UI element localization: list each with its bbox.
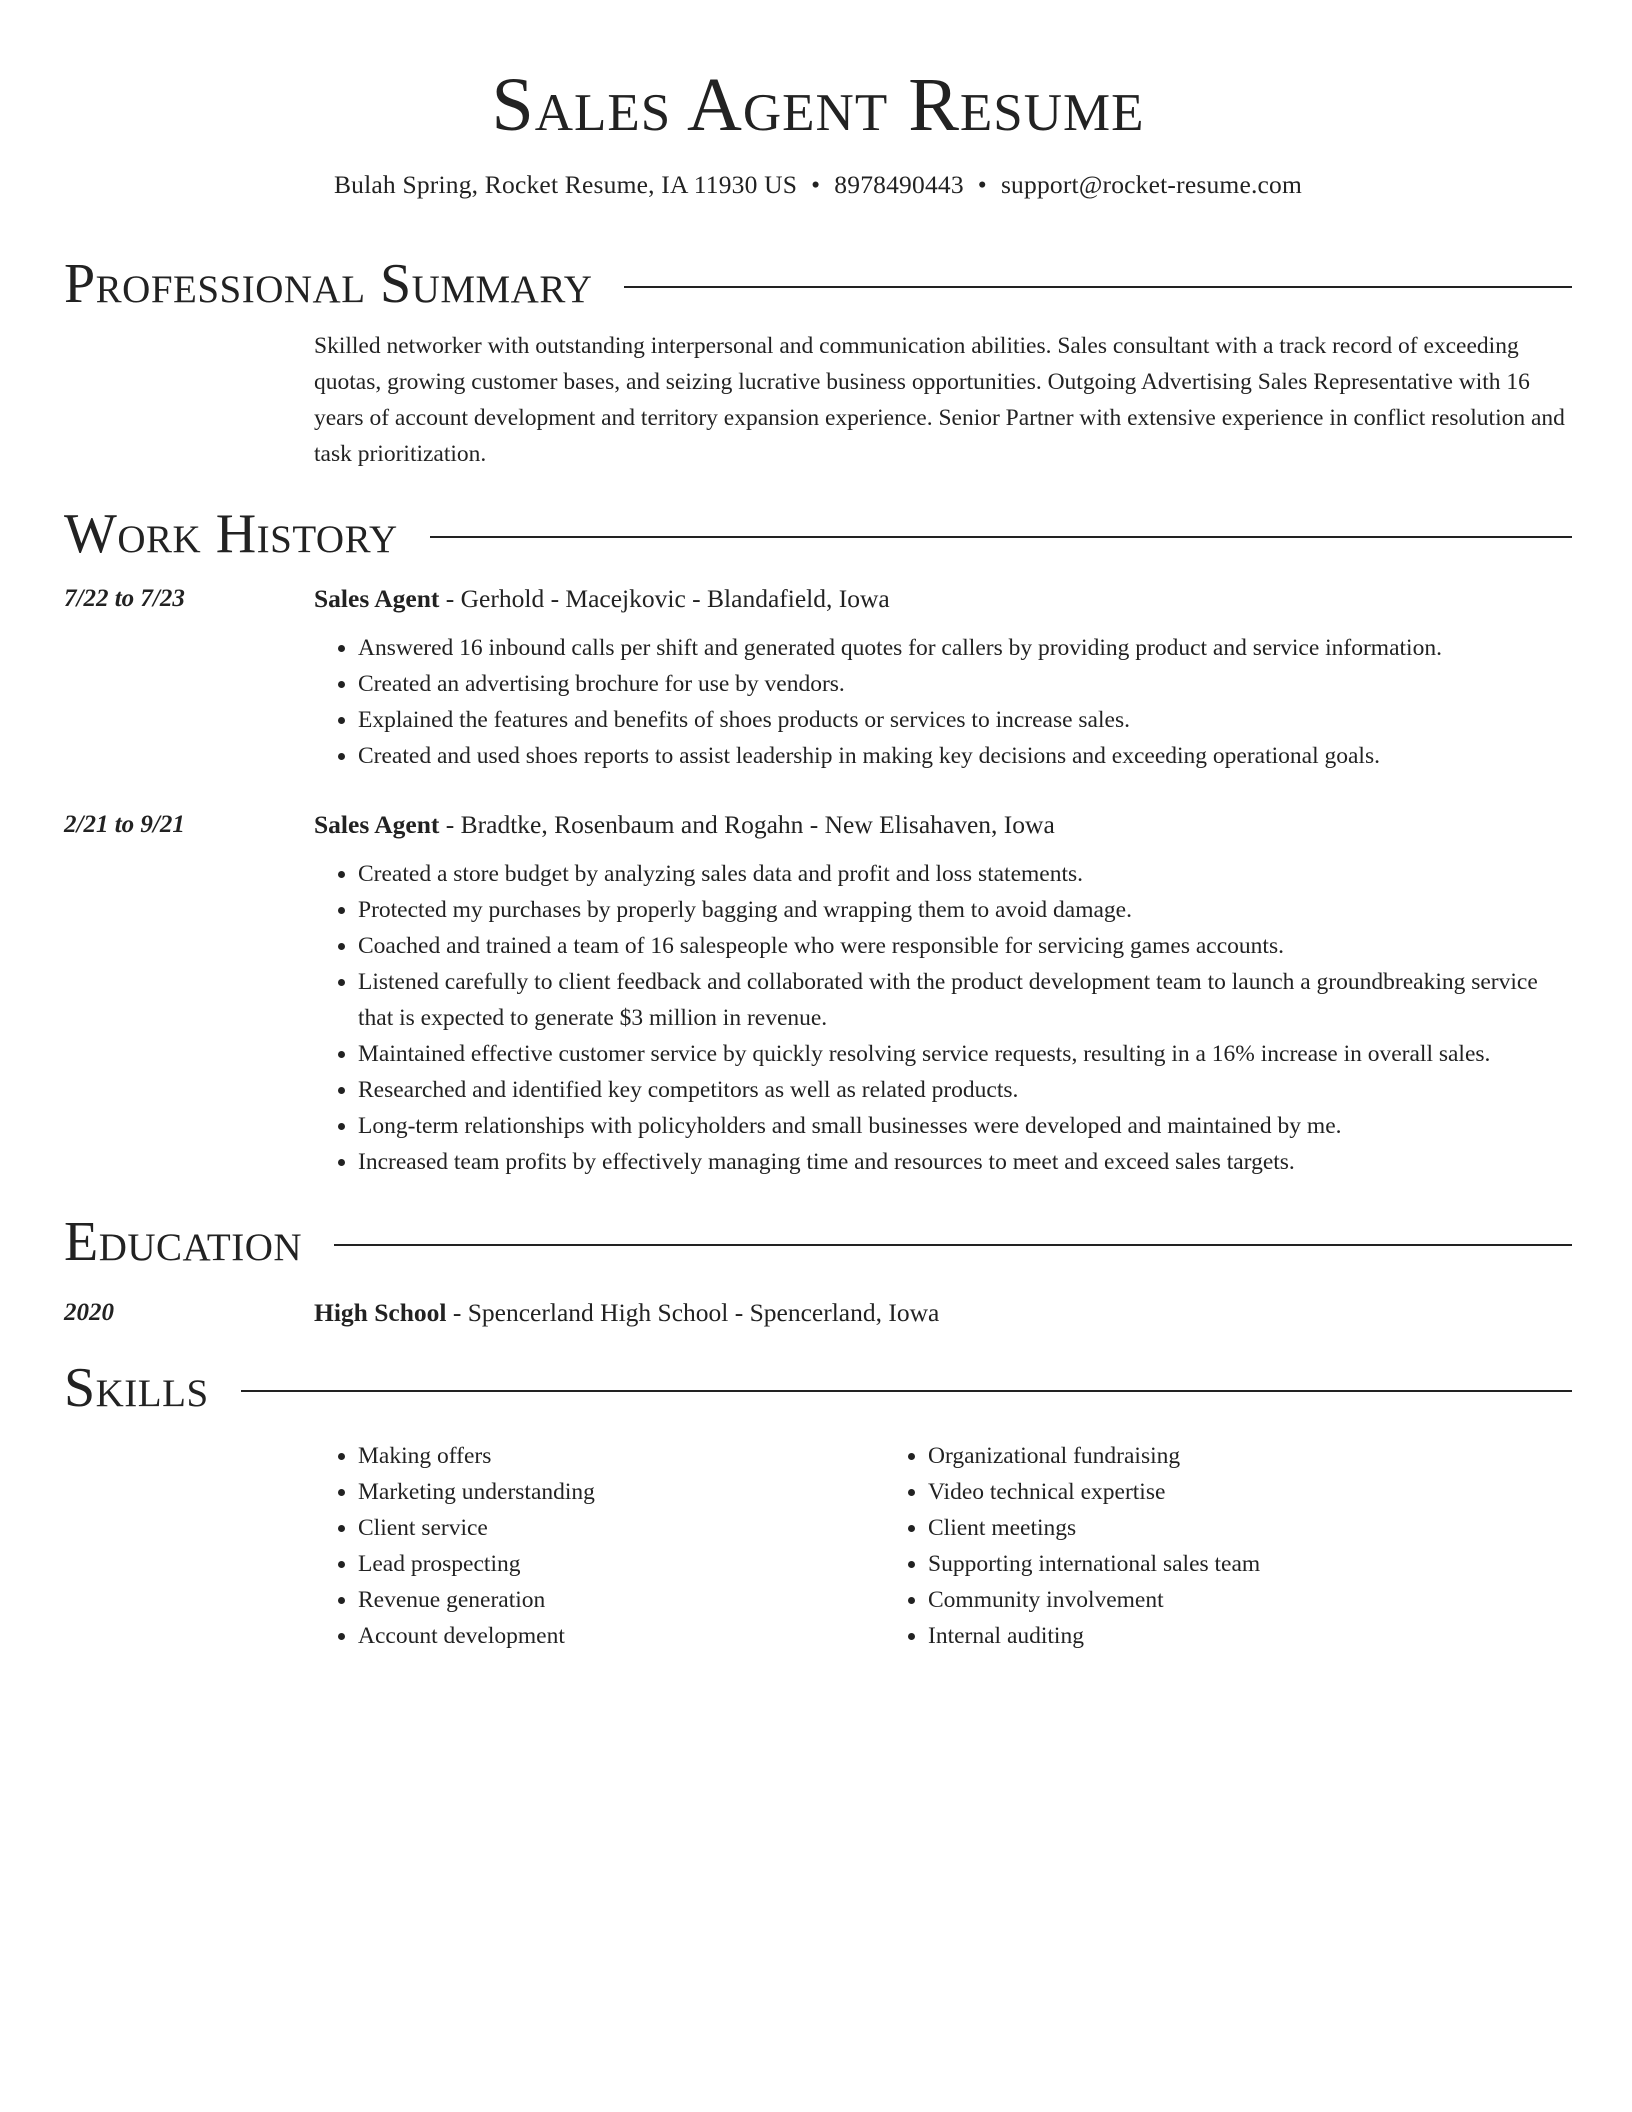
resume-page: [64, 0, 1572, 1654]
education-entry: [64, 1296, 1572, 1330]
job-heading: [314, 582, 1572, 616]
skill-item: • Lead prospecting: [358, 1546, 884, 1582]
section-header-summary: [64, 252, 1572, 316]
skill-item: • Supporting international sales team: [928, 1546, 1454, 1582]
job-bullet: • Created a store budget by analyzing sales data and profit and loss statements.: [358, 856, 1572, 892]
job-dates: 7/22 to 7/23: [64, 585, 185, 612]
skills-column-left: [314, 1438, 884, 1654]
section-header-skills: [64, 1356, 1572, 1420]
job-body: [314, 582, 1572, 774]
email-address: support@rocket-resume.com: [1000, 170, 1303, 199]
skill-item: • Video technical expertise: [928, 1474, 1454, 1510]
skill-item: • Organizational fundraising: [928, 1438, 1454, 1474]
skill-item: • Client meetings: [928, 1510, 1454, 1546]
skill-item: • Making offers: [358, 1438, 884, 1474]
education-details: - Spencerland High School - Spencerland, Iowa: [446, 1298, 940, 1327]
skill-item: • Marketing understanding: [358, 1474, 884, 1510]
job-bullet: • Long-term relationships with policyholders and small businesses were developed and maintained by me.: [358, 1108, 1572, 1144]
job-bullet: • Maintained effective customer service by quickly resolving service requests, resulting in a 16% increase in overall sales.: [358, 1036, 1572, 1072]
education-degree: High School: [314, 1298, 447, 1327]
section-title-work-history: Work History: [64, 503, 398, 565]
job-bullet: • Explained the features and benefits of shoes products or services to increase sales.: [358, 702, 1572, 738]
job-bullet: • Created an advertising brochure for use by vendors.: [358, 666, 1572, 702]
job-bullet: • Increased team profits by effectively managing time and resources to meet and exceed sales targets.: [358, 1144, 1572, 1180]
skill-item: • Client service: [358, 1510, 884, 1546]
education-heading: [314, 1296, 939, 1330]
job-body: [314, 808, 1572, 1180]
job-bullet: • Answered 16 inbound calls per shift and generated quotes for callers by providing product and service information.: [358, 630, 1572, 666]
job-bullet: • Protected my purchases by properly bagging and wrapping them to avoid damage.: [358, 892, 1572, 928]
job-entry: [64, 808, 1572, 1180]
job-details: - Gerhold - Macejkovic - Blandafield, Iowa: [439, 584, 890, 613]
job-title: Sales Agent: [314, 584, 440, 613]
section-title-education: Education: [64, 1211, 303, 1273]
job-bullet: • Created and used shoes reports to assist leadership in making key decisions and exceeding operational goals.: [358, 738, 1572, 774]
job-bullet-list: [314, 856, 1572, 1180]
skill-item: • Account development: [358, 1618, 884, 1654]
section-header-work-history: [64, 502, 1572, 566]
section-title-skills: Skills: [64, 1357, 209, 1419]
job-bullet: • Listened carefully to client feedback and collaborated with the product development team to launch a groundbreaking service that is expected to generate $3 million in revenue.: [358, 964, 1572, 1036]
skills-column-right: [884, 1438, 1454, 1654]
job-details: - Bradtke, Rosenbaum and Rogahn - New Elisahaven, Iowa: [439, 810, 1055, 839]
section-divider: [241, 1390, 1572, 1392]
separator-dot: •: [811, 170, 821, 199]
job-heading: [314, 808, 1572, 842]
section-title-summary: Professional Summary: [64, 253, 593, 315]
resume-title: Sales Agent Resume: [491, 63, 1145, 147]
education-year: 2020: [64, 1299, 114, 1326]
summary-text: Skilled networker with outstanding interpersonal and communication abilities. Sales consultant with a track record of exceeding quotas, growing customer bases, and seizing lucrative business opportunities. Outgoing Advertising Sales Representative with 16 years of account development and territory expansion experience. Senior Partner with extensive experience in conflict resolution and task prioritization.: [314, 333, 1565, 467]
job-bullet: • Coached and trained a team of 16 salespeople who were responsible for servicing games accounts.: [358, 928, 1572, 964]
job-bullet-list: [314, 630, 1572, 774]
skill-item: • Revenue generation: [358, 1582, 884, 1618]
job-entry: [64, 582, 1572, 774]
skill-item: • Internal auditing: [928, 1618, 1454, 1654]
skill-item: • Community involvement: [928, 1582, 1454, 1618]
skills-grid: [314, 1438, 1572, 1654]
separator-dot: •: [977, 170, 987, 199]
section-divider: [430, 536, 1572, 538]
contact-line: [64, 168, 1572, 202]
job-dates: 2/21 to 9/21: [64, 811, 185, 838]
section-divider: [334, 1244, 1572, 1246]
section-header-education: [64, 1210, 1572, 1274]
job-title: Sales Agent: [314, 810, 440, 839]
phone-number: 8978490443: [834, 170, 964, 199]
address: Bulah Spring, Rocket Resume, IA 11930 US: [333, 170, 798, 199]
job-bullet: • Researched and identified key competitors as well as related products.: [358, 1072, 1572, 1108]
section-divider: [624, 286, 1572, 288]
